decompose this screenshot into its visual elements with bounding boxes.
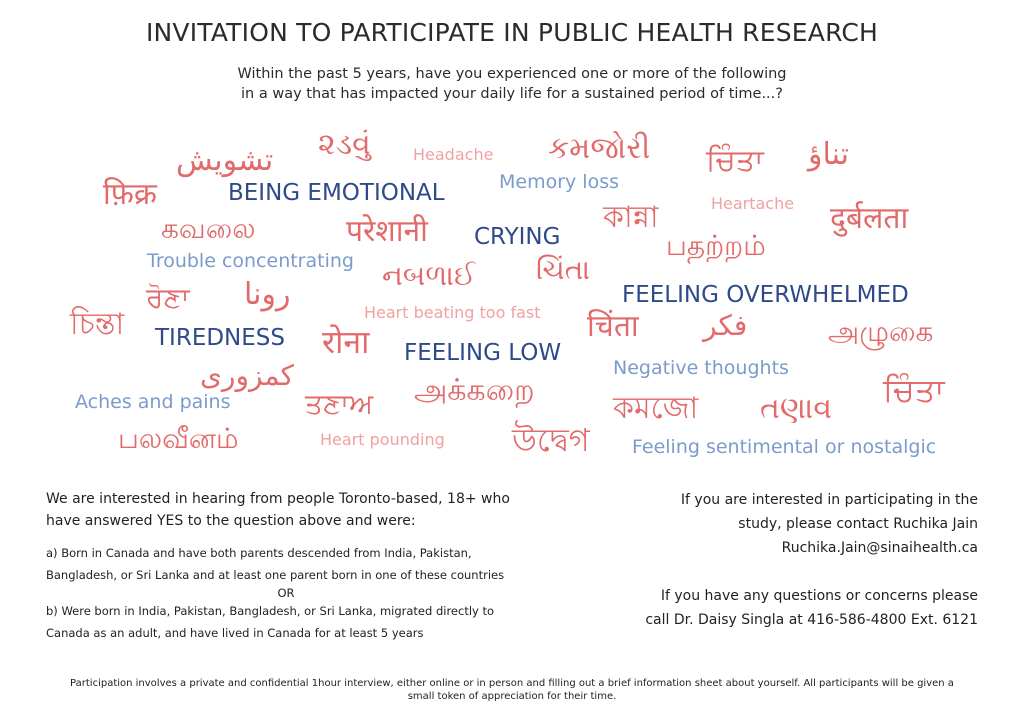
- cloud-word: Memory loss: [499, 171, 620, 193]
- cloud-word: کمزوری: [200, 359, 294, 392]
- cloud-word: दुर्बलता: [830, 201, 909, 236]
- cloud-word: Headache: [413, 145, 494, 164]
- cloud-word: ਰੋਣਾ: [146, 281, 190, 314]
- footer-note: [20, 677, 1004, 703]
- cloud-word: CRYING: [474, 224, 561, 250]
- cloud-word: কান্না: [603, 200, 659, 235]
- cloud-word: TIREDNESS: [155, 325, 285, 351]
- cloud-word: அக்கறை: [414, 373, 535, 408]
- footer-line-2: small token of appreciation for their time.: [407, 691, 617, 702]
- cloud-word: ਤਣਾਅ: [305, 387, 374, 420]
- cloud-word: ਚਿੰਤਾ: [706, 143, 764, 178]
- criterion-a-line-1: a) Born in Canada and have both parents descended from India, Pakistan,: [46, 546, 472, 560]
- cloud-word: Heart pounding: [320, 430, 445, 449]
- cloud-word: பதற்றம்: [666, 229, 766, 262]
- page-title: INVITATION TO PARTICIPATE IN PUBLIC HEALTH RESEARCH: [145, 18, 879, 47]
- questions-line-1: If you have any questions or concerns please: [660, 588, 978, 604]
- footer-line-1: Participation involves a private and confidential 1hour interview, either online or in person and filling out a brief information sheet about yourself. All participants will be given a: [70, 678, 954, 689]
- criterion-b-line-1: b) Were born in India, Pakistan, Bangladesh, or Sri Lanka, migrated directly to: [46, 604, 495, 618]
- cloud-word: رونا: [244, 277, 291, 312]
- eligibility-intro-1: We are interested in hearing from people Toronto-based, 18+ who: [46, 491, 510, 507]
- cloud-word: উদ্বেগ: [512, 421, 590, 459]
- cloud-word: फ़िक्र: [103, 177, 157, 212]
- cloud-word: Heartache: [711, 194, 795, 213]
- cloud-word: ચિંતા: [536, 253, 591, 286]
- cloud-word: चिंता: [587, 309, 639, 344]
- contact-section: [598, 488, 978, 632]
- cloud-word: નબળાઈ: [382, 259, 476, 292]
- cloud-word: Aches and pains: [75, 391, 231, 413]
- cloud-word: કમજોરી: [548, 131, 651, 166]
- cloud-word: Negative thoughts: [613, 357, 789, 379]
- question-subtitle: [180, 64, 844, 104]
- cloud-word: BEING EMOTIONAL: [228, 180, 445, 206]
- cloud-word: কমজো: [613, 391, 699, 426]
- cloud-word: FEELING OVERWHELMED: [622, 282, 909, 308]
- subtitle-line-2: in a way that has impacted your daily life for a sustained period of time...?: [241, 86, 783, 102]
- eligibility-section: [46, 488, 566, 644]
- cloud-word: تشویش: [176, 143, 274, 178]
- contact-email[interactable]: Ruchika.Jain@sinaihealth.ca: [781, 540, 978, 556]
- cloud-word: கவலை: [161, 212, 256, 245]
- cloud-word: அழுகை: [828, 315, 934, 348]
- subtitle-line-1: Within the past 5 years, have you experienced one or more of the following: [237, 66, 787, 82]
- cloud-word: تناؤ: [808, 137, 850, 172]
- cloud-word: परेशानी: [346, 214, 428, 249]
- cloud-word: பலவீனம்: [118, 422, 239, 455]
- cloud-word: Heart beating too fast: [364, 303, 541, 322]
- cloud-word: તણાવ: [760, 391, 833, 426]
- cloud-word: रोना: [322, 323, 370, 361]
- criterion-b-line-2: Canada as an adult, and have lived in Canada for at least 5 years: [46, 626, 424, 640]
- eligibility-intro-2: have answered YES to the question above and were:: [46, 513, 416, 529]
- contact-line-1: If you are interested in participating in the: [680, 492, 978, 508]
- cloud-word: فکر: [703, 309, 748, 342]
- contact-line-2: study, please contact Ruchika Jain: [738, 516, 978, 532]
- cloud-word: ૨ડવું: [318, 127, 371, 162]
- or-divider: OR: [277, 586, 295, 600]
- criterion-a-line-2: Bangladesh, or Sri Lanka and at least one parent born in one of these countries: [46, 568, 505, 582]
- cloud-word: FEELING LOW: [404, 340, 562, 366]
- cloud-word: ਚਿੰਤਾ: [883, 371, 945, 409]
- cloud-word: চিন্তা: [70, 307, 125, 342]
- questions-line-2: call Dr. Daisy Singla at 416-586-4800 Ext. 6121: [645, 612, 978, 628]
- cloud-word: Trouble concentrating: [147, 250, 354, 272]
- cloud-word: Feeling sentimental or nostalgic: [632, 436, 937, 458]
